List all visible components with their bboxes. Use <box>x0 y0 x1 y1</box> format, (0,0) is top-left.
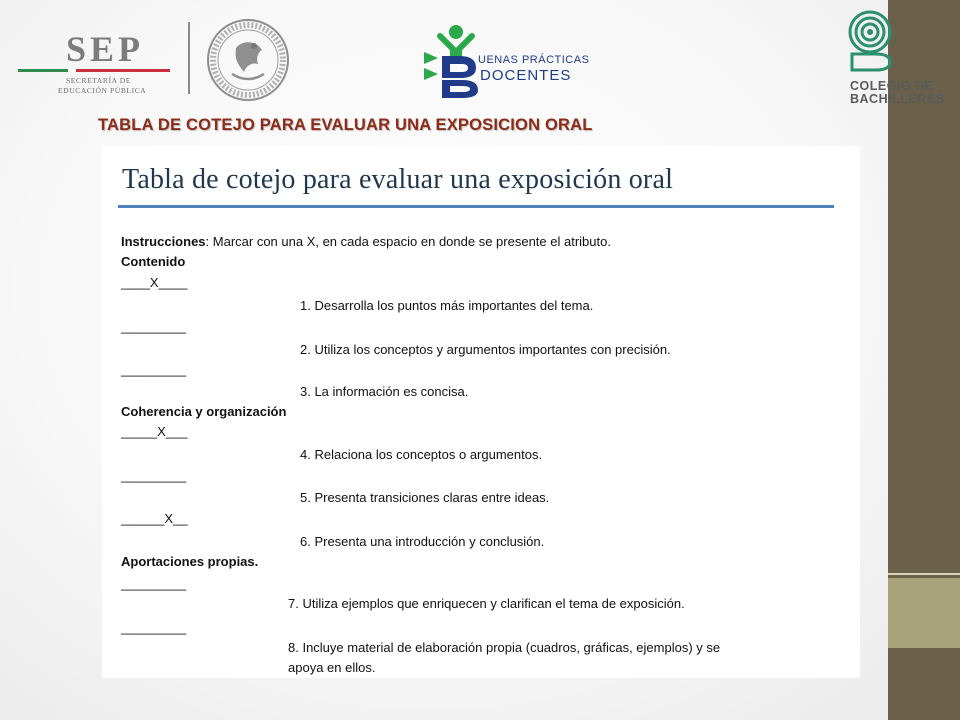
logo-divider <box>188 22 190 94</box>
mark-1: ____X____ <box>121 275 188 290</box>
buenas-practicas-line-1: UENAS PRÁCTICAS <box>478 54 590 66</box>
mark-4: _____X___ <box>121 424 188 439</box>
instructions-text: : Marcar con una X, en cada espacio en donde se presente el atributo. <box>205 234 611 249</box>
buenas-practicas-line-2: DOCENTES <box>480 67 572 84</box>
mark-8: _________ <box>121 620 187 635</box>
buenas-practicas-icon <box>418 22 482 98</box>
item-5: 5. Presenta transiciones claras entre ideas. <box>300 490 550 505</box>
band-accent-block <box>888 578 960 648</box>
sep-logo-subtitle-1: SECRETARÍA DE <box>66 76 131 85</box>
title-rule <box>118 205 834 208</box>
colegio-bachilleres-logo <box>846 10 946 120</box>
item-2: 2. Utiliza los conceptos y argumentos importantes con precisión. <box>300 342 671 357</box>
item-1: 1. Desarrolla los puntos más importantes del tema. <box>300 298 594 313</box>
sep-logo-word: SEP <box>66 29 145 69</box>
mark-5: _________ <box>121 468 187 483</box>
mark-7: _________ <box>121 576 187 591</box>
national-seal-icon <box>206 18 290 102</box>
buenas-practicas-logo <box>418 22 598 98</box>
section-coherencia: Coherencia y organización <box>121 404 287 419</box>
item-8-continued: apoya en ellos. <box>288 660 376 675</box>
item-4: 4. Relaciona los conceptos o argumentos. <box>300 447 543 462</box>
document-title: Tabla de cotejo para evaluar una exposición oral <box>122 164 674 195</box>
instructions-label: Instrucciones <box>121 234 206 249</box>
mark-3: _________ <box>121 362 187 377</box>
sep-logo <box>18 28 174 98</box>
slide-heading: TABLA DE COTEJO PARA EVALUAR UNA EXPOSICION ORAL <box>98 116 593 134</box>
item-7: 7. Utiliza ejemplos que enriquecen y clarifican el tema de exposición. <box>288 596 685 611</box>
colegio-bachilleres-icon <box>846 10 896 76</box>
colegio-line-1: COLEGIO DE <box>850 79 934 93</box>
sep-logo-flag-bar <box>18 69 170 72</box>
mark-6: ______X__ <box>121 511 188 526</box>
section-contenido: Contenido <box>121 254 186 269</box>
instructions-line <box>121 234 611 249</box>
sep-logo-subtitle-2: EDUCACIÓN PÚBLICA <box>58 86 147 95</box>
band-divider <box>888 573 960 575</box>
section-aportaciones: Aportaciones propias. <box>121 554 259 569</box>
item-8: 8. Incluye material de elaboración propia (cuadros, gráficas, ejemplos) y se <box>288 640 721 655</box>
colegio-line-2: BACHILLERES <box>850 92 945 106</box>
item-6: 6. Presenta una introducción y conclusión. <box>300 534 545 549</box>
mark-2: _________ <box>121 319 187 334</box>
document-panel <box>102 146 860 678</box>
item-3: 3. La información es concisa. <box>300 384 469 399</box>
